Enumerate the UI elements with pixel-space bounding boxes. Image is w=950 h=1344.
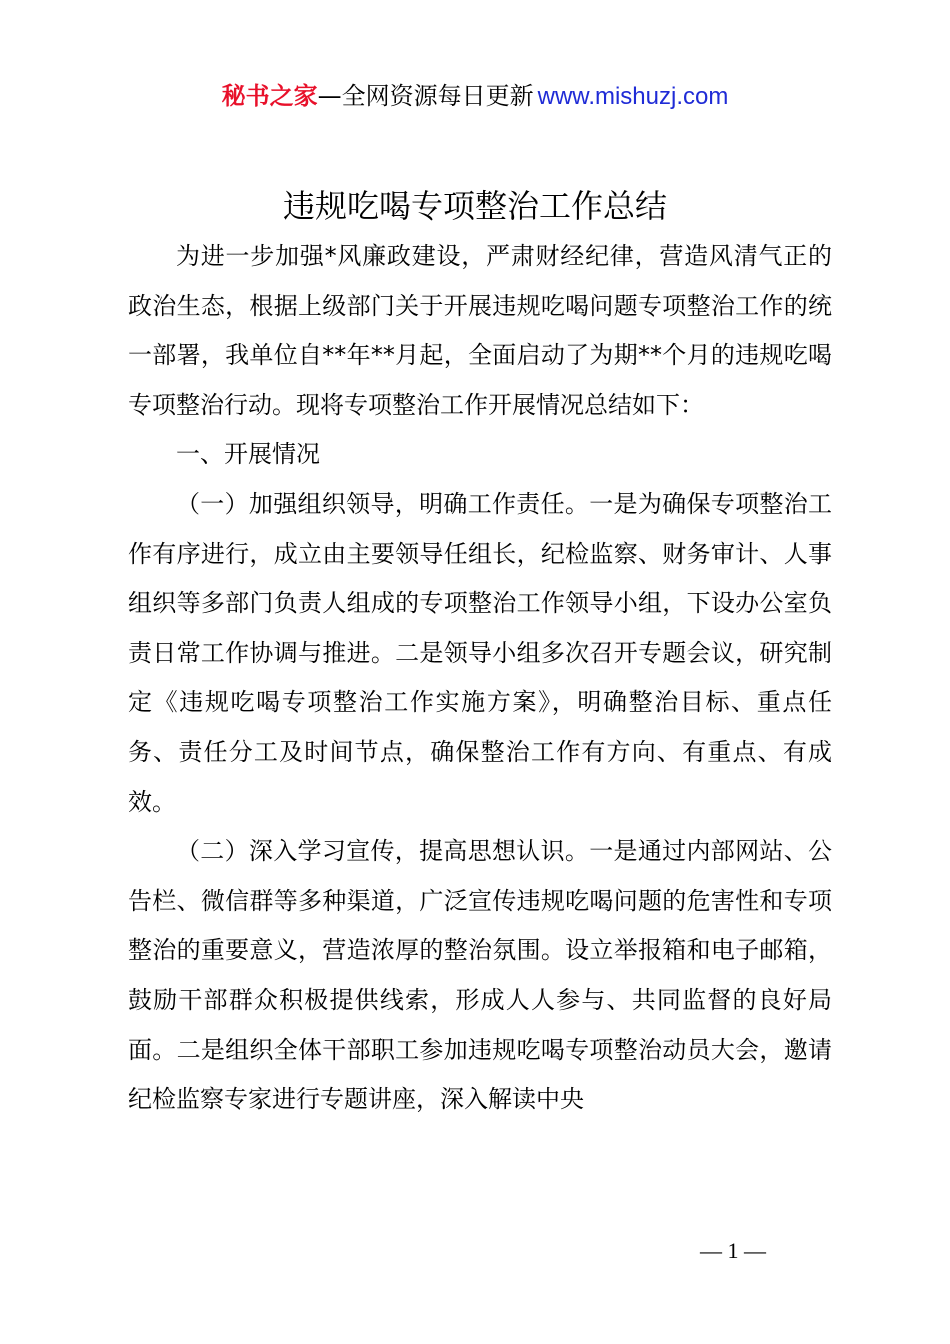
header-separator: —	[317, 82, 342, 110]
section-heading: 一、开展情况	[176, 440, 320, 469]
body-paragraph: （一）加强组织领导，明确工作责任。一是为确保专项整治工作有序进行，成立由主要领导任组长，纪检监察、财务审计、人事组织等多部门负责人组成的专项整治工作领导小组，下设办公室负责日常工作协调与推进。二是领导小组多次召开专题会议，研究制定《违规吃喝专项整治工作实施方案》，明确整治目标、重点任务、责任分工及时间节点，确保整治工作有方向、有重点、有成效。	[128, 489, 832, 816]
document-title: 违规吃喝专项整治工作总结	[282, 187, 667, 225]
header-slogan: 全网资源每日更新	[341, 82, 534, 110]
brand-name: 秘书之家	[221, 82, 318, 110]
page-number: — 1 —	[700, 1238, 766, 1263]
body-paragraph: （二）深入学习宣传，提高思想认识。一是通过内部网站、公告栏、微信群等多种渠道，广泛宣传违规吃喝问题的危害性和专项整治的重要意义，营造浓厚的整治氛围。设立举报箱和电子邮箱，鼓励干部群众积极提供线索，形成人人参与、共同监督的良好局面。二是组织全体干部职工参加违规吃喝专项整治动员大会，邀请纪检监察专家进行专题讲座，深入解读中央	[128, 837, 832, 1114]
intro-paragraph: 为进一步加强*风廉政建设，严肃财经纪律，营造风清气正的政治生态，根据上级部门关于开展违规吃喝问题专项整治工作的统一部署，我单位自**年**月起，全面启动了为期**个月的违规吃喝专项整治行动。现将专项整治工作开展情况总结如下：	[128, 242, 832, 419]
site-url-link[interactable]: www.mishuzj.com	[537, 83, 729, 110]
site-header	[0, 80, 950, 113]
document-body	[128, 232, 832, 1125]
